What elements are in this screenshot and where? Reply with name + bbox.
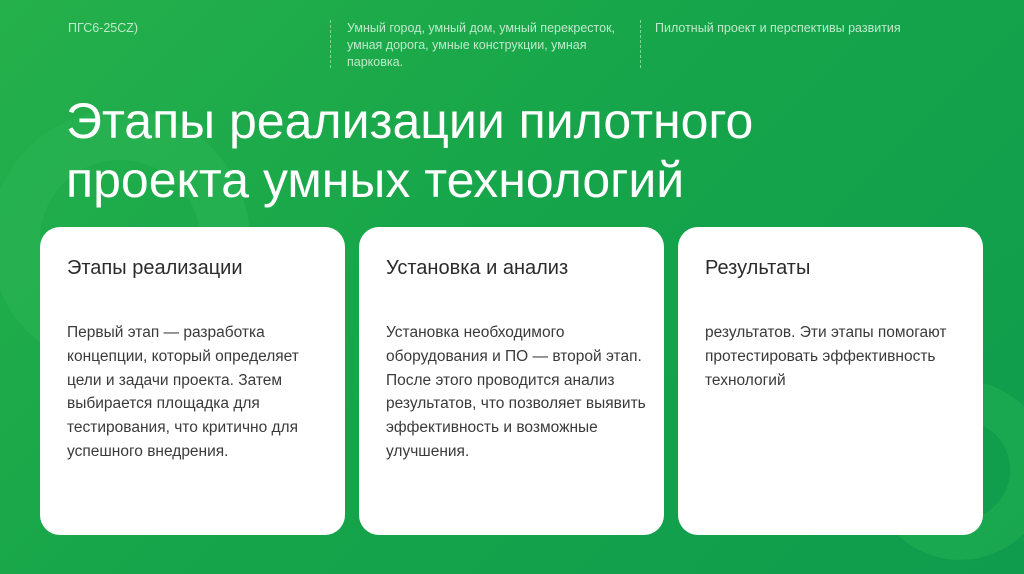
- card-body: Первый этап — разработка концепции, который определяет цели и задачи проекта. Затем выбирается площадка для тестирования, что критично для успешного внедрения.: [67, 324, 299, 460]
- slide-title: Этапы реализации пилотного проекта умных технологий: [66, 93, 754, 208]
- card-title: Установка и анализ: [386, 257, 569, 279]
- card-body: Установка необходимого оборудования и ПО — второй этап. После этого проводится анализ результатов, что позволяет выявить эффективность и возможные улучшения.: [386, 324, 646, 460]
- card-implementation-stages: [40, 227, 345, 535]
- header-code: ПГС6-25CZ): [68, 21, 139, 35]
- header-divider: [330, 20, 331, 68]
- header-project: Пилотный проект и перспективы развития: [655, 21, 901, 35]
- card-title: Результаты: [705, 257, 811, 279]
- header-divider: [640, 20, 641, 68]
- card-body: результатов. Эти этапы помогают протестировать эффективность технологий: [705, 324, 947, 389]
- card-results: [678, 227, 983, 535]
- card-title: Этапы реализации: [67, 257, 243, 279]
- header-topics: Умный город, умный дом, умный перекресток, умная дорога, умные конструкции, умная парковка.: [347, 21, 616, 69]
- card-installation-analysis: [359, 227, 664, 535]
